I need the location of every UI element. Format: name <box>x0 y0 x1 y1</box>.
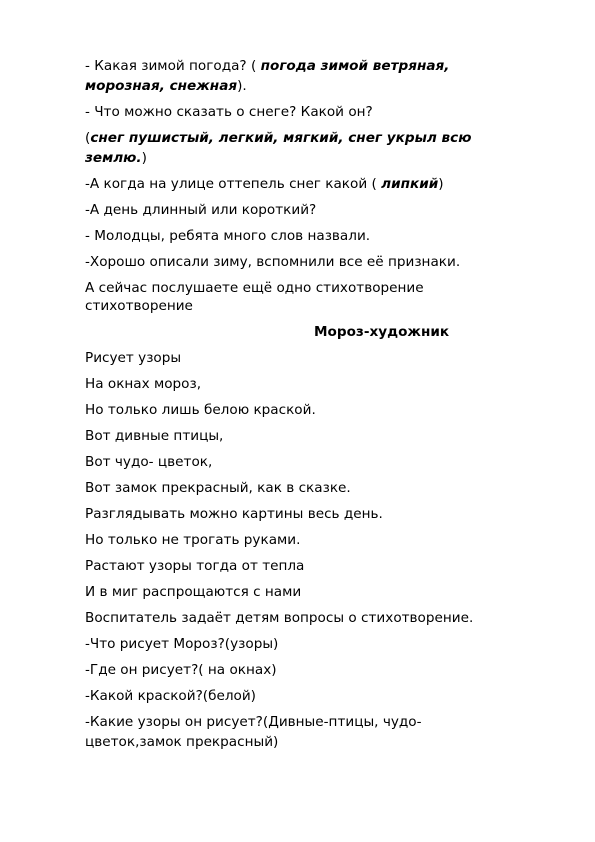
text-run: ) <box>141 150 147 166</box>
text-line <box>85 610 473 626</box>
text-run: -Где он рисует?( на окнах) <box>85 662 277 678</box>
text-run: Но только не трогать руками. <box>85 532 301 548</box>
text-run: - Какая зимой погода? ( <box>85 58 261 74</box>
text-run: -Что рисует Мороз?(узоры) <box>85 636 279 652</box>
question-line <box>85 714 422 730</box>
text-run: Вот чудо- цветок, <box>85 454 213 470</box>
text-run: Растают узоры тогда от тепла <box>85 558 305 574</box>
poem-title-text: Мороз-художник <box>314 324 450 340</box>
text-run: А сейчас послушаете ещё одно стихотворение <box>85 280 424 296</box>
poem-line <box>85 428 223 444</box>
text-line <box>85 228 370 244</box>
text-line <box>85 254 460 270</box>
text-run: Разглядывать можно картины весь день. <box>85 506 383 522</box>
poem-line <box>85 506 383 522</box>
text-run: И в миг распрощаются с нами <box>85 584 302 600</box>
text-run: Но только лишь белою краской. <box>85 402 316 418</box>
poem-title <box>314 324 449 340</box>
text-run: -А когда на улице оттепель снег какой ( <box>85 176 382 192</box>
text-run: -Какие узоры он рисует?(Дивные-птицы, чудо- <box>85 714 422 730</box>
question-line <box>85 734 278 750</box>
poem-line <box>85 532 300 548</box>
text-line <box>85 104 373 120</box>
text-line <box>85 298 193 314</box>
poem-line <box>85 558 304 574</box>
text-line <box>85 150 147 166</box>
text-run: ( <box>85 130 91 146</box>
text-run: ). <box>237 78 247 94</box>
text-run: На окнах мороз, <box>85 376 202 392</box>
poem-line <box>85 480 351 496</box>
question-line <box>85 688 256 704</box>
text-line <box>85 202 316 218</box>
text-line <box>85 280 424 296</box>
poem-line <box>85 350 181 366</box>
poem-line <box>85 454 212 470</box>
poem-line <box>85 584 301 600</box>
answer-text: погода зимой ветряная, <box>260 58 450 74</box>
text-run: ) <box>438 176 444 192</box>
text-run: -Хорошо описали зиму, вспомнили все её признаки. <box>85 254 461 270</box>
answer-text: липкий <box>381 176 439 192</box>
text-run: Рисует узоры <box>85 350 182 366</box>
text-run: Воспитатель задаёт детям вопросы о стихотворение. <box>85 610 474 626</box>
answer-text: снег пушистый, легкий, мягкий, снег укрыл всю <box>90 130 472 146</box>
text-run: - Молодцы, ребята много слов назвали. <box>85 228 371 244</box>
question-line <box>85 636 278 652</box>
answer-text: землю. <box>85 150 142 166</box>
text-line <box>85 130 471 146</box>
question-line <box>85 662 277 678</box>
text-run: -Какой краской?(белой) <box>85 688 256 704</box>
text-run: - Что можно сказать о снеге? Какой он? <box>85 104 373 120</box>
text-run: Вот замок прекрасный, как в сказке. <box>85 480 351 496</box>
text-run: стихотворение <box>85 298 193 314</box>
answer-text: морозная, снежная <box>85 78 238 94</box>
text-line <box>85 78 247 94</box>
text-run: -А день длинный или короткий? <box>85 202 317 218</box>
text-line <box>85 176 444 192</box>
poem-line <box>85 376 201 392</box>
text-line <box>85 58 449 74</box>
text-run: Вот дивные птицы, <box>85 428 224 444</box>
poem-line <box>85 402 316 418</box>
text-run: цветок,замок прекрасный) <box>85 734 279 750</box>
